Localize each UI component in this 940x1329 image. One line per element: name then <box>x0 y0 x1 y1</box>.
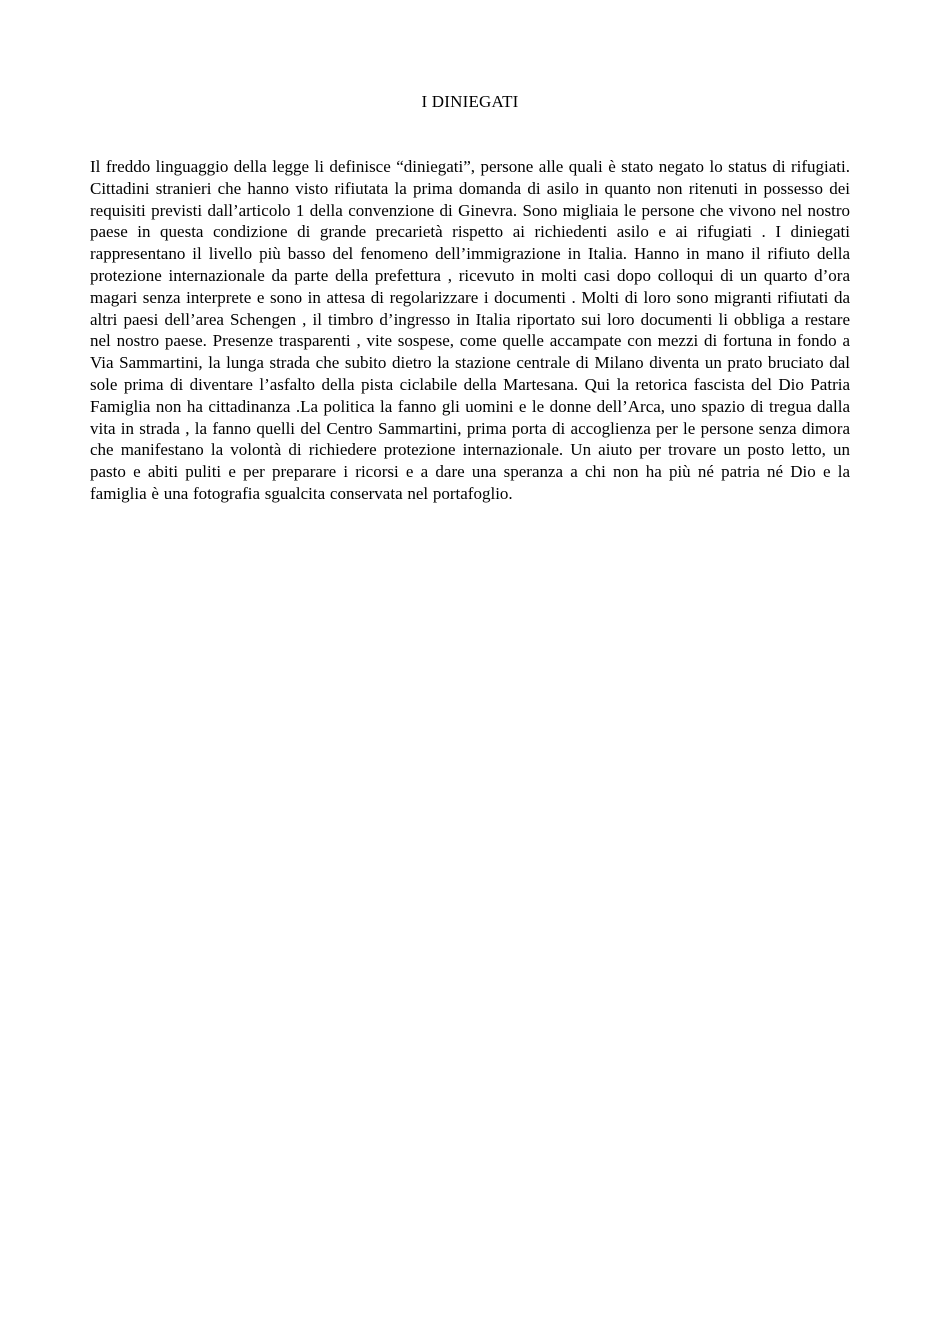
body-paragraph: Il freddo linguaggio della legge li definisce “diniegati”, persone alle quali è stato negato lo status di rifugiati. Cittadini stranieri che hanno visto rifiutata la prima domanda di asilo in quanto non ritenuti in possesso dei requisiti previsti dall’articolo 1 della convenzione di Ginevra. Sono migliaia le persone che vivono nel nostro paese in questa condizione di grande precarietà rispetto ai richiedenti asilo e ai rifugiati . I diniegati rappresentano il livello più basso del fenomeno dell’immigrazione in Italia. Hanno in mano il rifiuto della protezione internazionale da parte della prefettura , ricevuto in molti casi dopo colloqui di un quarto d’ora magari senza interprete e sono in attesa di regolarizzare i documenti . Molti di loro sono migranti rifiutati da altri paesi dell’area Schengen , il timbro d’ingresso in Italia riportato sui loro documenti li obbliga a restare nel nostro paese. Presenze trasparenti , vite sospese, come quelle accampate con mezzi di fortuna in fondo a Via Sammartini, la lunga strada che subito dietro la stazione centrale di Milano diventa un prato bruciato dal sole prima di diventare l’asfalto della pista ciclabile della Martesana. Qui la retorica fascista del Dio Patria Famiglia non ha cittadinanza .La politica la fanno gli uomini e le donne dell’Arca, uno spazio di tregua dalla vita in strada , la fanno quelli del Centro Sammartini, prima porta di accoglienza per le persone senza dimora che manifestano la volontà di richiedere protezione internazionale. Un aiuto per trovare un posto letto, un pasto e abiti puliti e per preparare i ricorsi e a dare una speranza a chi non ha più né patria né Dio e la famiglia è una fotografia sgualcita conservata nel portafoglio. <box>90 157 850 503</box>
document-title: I DINIEGATI <box>421 92 519 111</box>
